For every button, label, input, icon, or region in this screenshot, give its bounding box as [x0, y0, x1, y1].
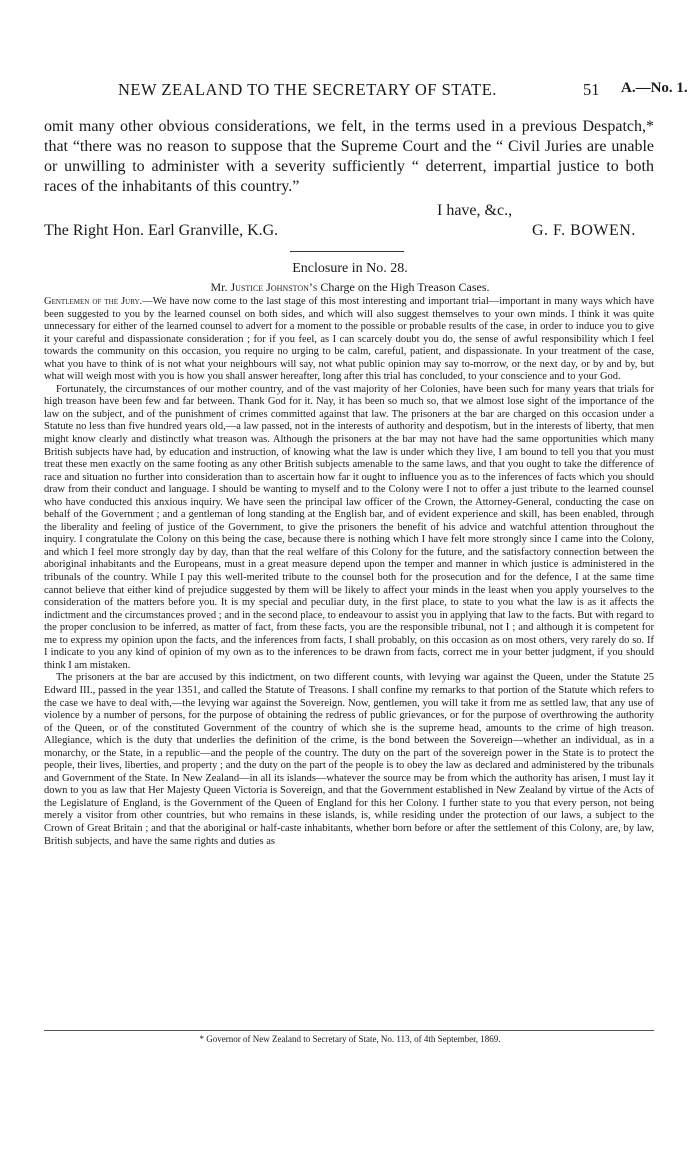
enclosure-title: Enclosure in No. 28.	[292, 261, 408, 276]
despatch-continuation	[44, 117, 654, 197]
signature-block	[44, 202, 656, 242]
salutation: Gentlemen of the Jury.	[44, 296, 143, 307]
paragraph-3: The prisoners at the bar are accused by this indictment, on two different counts, with levying war against the Queen, under the Statute 25 Edward III., passed in the year 1351, and called the Statute of Treasons. I shall confine my remarks to that portion of the Statute which refers to the case we have to deal with,—the levying war against the Sovereign. Now, gentlemen, you will take it from me as settled law, that any use of violence by a number of persons, for the purpose of obtaining the redress of public grievances, or for the purpose of overthrowing the authority of the Queen, or of the constituted Government of the country of which she is the supreme head, amounts to the crime of high treason. Allegiance, which is the duty that underlies the definition of the crime, is the bond between the Sovereign—whether an individual, as in a monarchy, or the State, in a republic—and the people of the country. The duty on the part of the sovereign power in the State is to protect the people, their lives, liberties, and property ; and the duty on the part of the people is to obey the law as declared and administered by the tribunals and Government of the State. In New Zealand—in all its islands—whatever the source may be from which the authority has arisen, I must lay it down to you as law that Her Majesty Queen Victoria is Sovereign, and that the Government established in New Zealand by virtue of the Acts of the Legislature of England, is the Government of the Queen of England for this her Colony. I further state to you that every person, not being merely a visitor from other countries, but who remains in these islands, is, while residing under the protection of our laws, a subject to the Crown of Great Britain ; and that the aboriginal or half-caste inhabitants, whether born before or after the settlement of this Colony, are, by law, British subjects, and have the same rights and duties as	[44, 672, 654, 847]
document-reference: A.—No. 1.	[621, 80, 688, 96]
subtitle-rest: Charge on the High Treason Cases.	[320, 280, 490, 294]
signatory: G. F. BOWEN.	[532, 222, 636, 239]
charge-text	[44, 296, 654, 848]
footnote-divider	[44, 1030, 654, 1031]
page-number: 51	[583, 80, 600, 99]
running-title: NEW ZEALAND TO THE SECRETARY OF STATE.	[118, 80, 497, 99]
footnote: * Governor of New Zealand to Secretary of State, No. 113, of 4th September, 1869.	[199, 1034, 501, 1044]
lead-paragraph: omit many other obvious considerations, we felt, in the terms used in a previous Despatch,* that “there was no reason to suppose that the Supreme Court and the “ Civil Juries are unable or unwilling to administer with a severity sufficiently “ deterrent, impartial justice to both races of the inhabitants of this country.”	[44, 118, 654, 195]
addressee: The Right Hon. Earl Granville, K.G.	[44, 222, 279, 239]
enclosure-subtitle	[0, 280, 700, 295]
section-divider	[290, 251, 404, 252]
subtitle-prefix: Mr.	[210, 280, 228, 294]
paragraph-1-text: —We have now come to the last stage of this most interesting and important trial—important in many ways which have been suggested to you by the learned counsel on both sides, and which will also suggest themselves to your own minds. I think it was quite unnecessary for either of the learned counsel to advert for a moment to the possible or probable results of the case, in order to induce you to give it your careful and dispassionate consideration ; for if you feel, as I can scarcely doubt you do, the sense of awful responsibility which I feel towards the community on this occasion, you require no urging to be calm, careful, patient, and dispassionate. In your treatment of the case, what you have to think of is not what your neighbours will say, not what public opinion may say to-morrow, or the next day, or by and by, but what will weigh most with you is how you shall answer hereafter, long after this trial has concluded, to your conscience and to your God.	[44, 296, 654, 383]
paragraph-2: Fortunately, the circumstances of our mother country, and of the vast majority of her Colonies, have been such for many years that trials for high treason have been few and far between. Thank God for it. Nay, it has been so much so, that we almost lose sight of the importance of the law on the subject, and of the punishment of crimes committed against that law. The prisoners at the bar are charged on this occasion under a Statute no less than five hundred years old,—a law passed, not in the interests of authority and despotism, but in the interests of liberty, that men might know clearly and distinctly what treason was. Although the prisoners at the bar may not have had the same opportunities which many British subjects have had, by education and instruction, of knowing what the law is under which they live, I am bound to tell you that you must treat these men exactly on the same footing as any other British subjects amenable to the same laws, and that you ought to take the difference of race and situation no further into consideration than to ascertain how far it ought to influence you as to the inferences of facts which you should draw from their conduct and language. I should be wanting to myself and to the Colony were I not to offer a just tribute to the learned counsel who have conducted this anxious inquiry. We have seen the principal law officer of the Crown, the Attorney-General, conducting the case on behalf of the Government ; and a gentleman of long standing at the English bar, and of evident experience and skill, has been enabled, through the liberality and feeling of justice of the Government, to give the prisoners the benefit of his advice and watchful attention throughout the inquiry. I congratulate the Colony on this being the case, because there is nothing which I have felt more strongly since I came into the Colony, and which I feel more strongly day by day, than that the real welfare of this Colony for the future, and the satisfactory connection between the aboriginal inhabitants and the Europeans, must in a great measure depend upon the temper and manner in which justice is administered in the tribunals of the country. While I pay this well-merited tribute to the counsel both for the prosecution and for the defence, I at the same time cannot believe that either kind of prejudice suggested by them will be likely to affect your minds in the least when you apply yourselves to the consideration of the matters before you. It is my special and peculiar duty, in the first place, to state to you what the law is as it affects the indictment and the circumstances proved ; and in the second place, to endeavour to assist you in applying that law to the facts. But with regard to the proper conclusion to be inferred, as matter of fact, from these facts, you are the responsible tribunal, not I ; and although it is competent for me to express my opinion upon the facts, and the inferences from facts, I shall probably, on this occasion as on most others, very rarely do so. If I indicate to you any kind of opinion of my own as to the inferences to be drawn from facts, correct me in your better judgment, if you should think I am mistaken.	[44, 383, 654, 671]
page-header	[0, 80, 700, 104]
paragraph-1	[44, 296, 654, 384]
closing-formula: I have, &c.,	[437, 202, 513, 219]
subtitle-name: Justice Johnston’s	[230, 280, 318, 294]
